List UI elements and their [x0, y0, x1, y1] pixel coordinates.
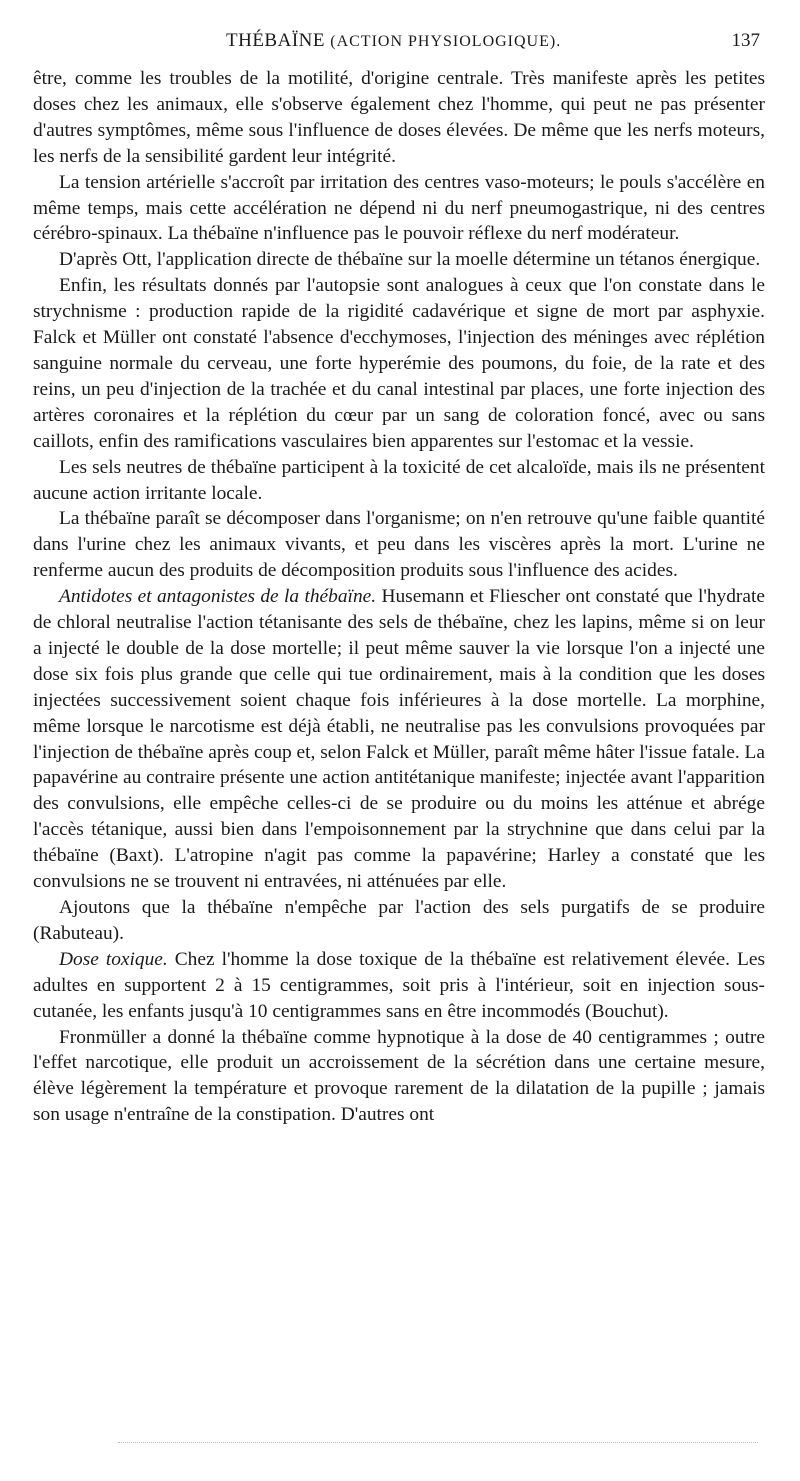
- running-head-title: THÉBAÏNE: [226, 30, 325, 51]
- paragraph: Fronmüller a donné la thébaïne comme hypnotique à la dose de 40 centigrammes ; outre l'effet narcotique, elle produit un accroissement de la sécrétion dans une certaine mesure, élève légèrement la température et provoque rarement de la dilatation de la pupille ; jamais son usage n'entraîne de la constipation. D'autres ont: [33, 1026, 765, 1126]
- paragraph-body: Husemann et Fliescher ont constaté que l'hydrate de chloral neutralise l'action tétanisante des sels de thébaïne, chez les lapins, même si on leur a injecté le double de la dose mortelle; il peut même sauver la vie lorsque l'on a injecté une dose six fois plus grande que celle qui tue ordinairement, mais à la condition que les doses injectées successivement soient chaque fois inférieures à la dose mortelle. La morphine, même lorsque le narcotisme est déjà établi, ne neutralise pas les convulsions provoquées par l'injection de thébaïne après coup et, selon Falck et Müller, paraît même hâter l'issue fatale. La papavérine au contraire présente une action antitétanique manifeste; injectée avant l'apparition des convulsions, elle empêche celles-ci de se produire ou du moins les atténue et abrége l'accès tétanique, aussi bien dans l'empoisonnement par la strychnine que dans celui par la thébaïne (Baxt). L'atropine n'agit pas comme la papavérine; Harley a constaté que les convulsions ne se trouvent ni entravées, ni atténuées par elle.: [33, 586, 766, 893]
- running-head-subtitle: (ACTION PHYSIOLOGIQUE).: [330, 33, 562, 50]
- paragraph: Enfin, les résultats donnés par l'autopsie sont analogues à ceux que l'on constate dans le strychnisme : production rapide de la rigidité cadavérique et signe de mort par asphyxie. Falck et Müller ont constaté l'absence d'ecchymoses, l'injection des méninges avec réplétion sanguine normale du cerveau, une forte hyperémie des poumons, du foie, de la rate et des reins, un peu d'injection de la trachée et du canal intestinal par places, une forte injection des artères coronaires et la réplétion du cœur par un sang de coloration foncé, avec ou sans caillots, enfin des ramifications vasculaires bien apparentes sur l'estomac et la vessie.: [33, 275, 765, 452]
- paragraph: Ajoutons que la thébaïne n'empêche par l'action des sels purgatifs de se produire (Rabuteau).: [33, 897, 765, 944]
- paragraph: La tension artérielle s'accroît par irritation des centres vaso-moteurs; le pouls s'accélère en même temps, mais cette accélération ne dépend ni du nerf pneumogastrique, ni des centres cérébro-spinaux. La thébaïne n'influence pas le pouvoir réflexe du nerf modérateur.: [33, 171, 765, 245]
- paragraph: [33, 947, 765, 1025]
- section-lead: Antidotes et antagonistes de la thébaïne.: [59, 586, 377, 608]
- body-text: [33, 66, 765, 1128]
- page-number: 137: [731, 30, 760, 51]
- paragraph: D'après Ott, l'application directe de thébaïne sur la moelle détermine un tétanos énergique.: [59, 249, 761, 271]
- section-lead: Dose toxique.: [59, 948, 168, 970]
- paragraph-body: Chez l'homme la dose toxique de la thébaïne est relativement élevée. Les adultes en supportent 2 à 15 centigrammes, soit pris à l'intérieur, soit en injection sous-cutanée, les enfants jusqu'à 10 centigrammes sans en être incommodés (Bouchut).: [33, 948, 765, 1022]
- footer-rule: [118, 1442, 758, 1443]
- paragraph: Les sels neutres de thébaïne participent à la toxicité de cet alcaloïde, mais ils ne présentent aucune action irritante locale.: [33, 456, 765, 504]
- running-head: [226, 30, 561, 52]
- paragraph: être, comme les troubles de la motilité, d'origine centrale. Très manifeste après les petites doses chez les animaux, elle s'observe également chez l'homme, qui peut ne pas présenter d'autres symptômes, même sous l'influence de doses élevées. De même que les nerfs moteurs, les nerfs de la sensibilité gardent leur intégrité.: [33, 68, 765, 167]
- page-header: [60, 30, 760, 60]
- paragraph: La thébaïne paraît se décomposer dans l'organisme; on n'en retrouve qu'une faible quantité dans l'urine chez les animaux vivants, et peu dans les viscères après la mort. L'urine ne renferme aucun des produits de décomposition produits sous l'influence des acides.: [33, 508, 765, 582]
- paragraph: [33, 584, 765, 895]
